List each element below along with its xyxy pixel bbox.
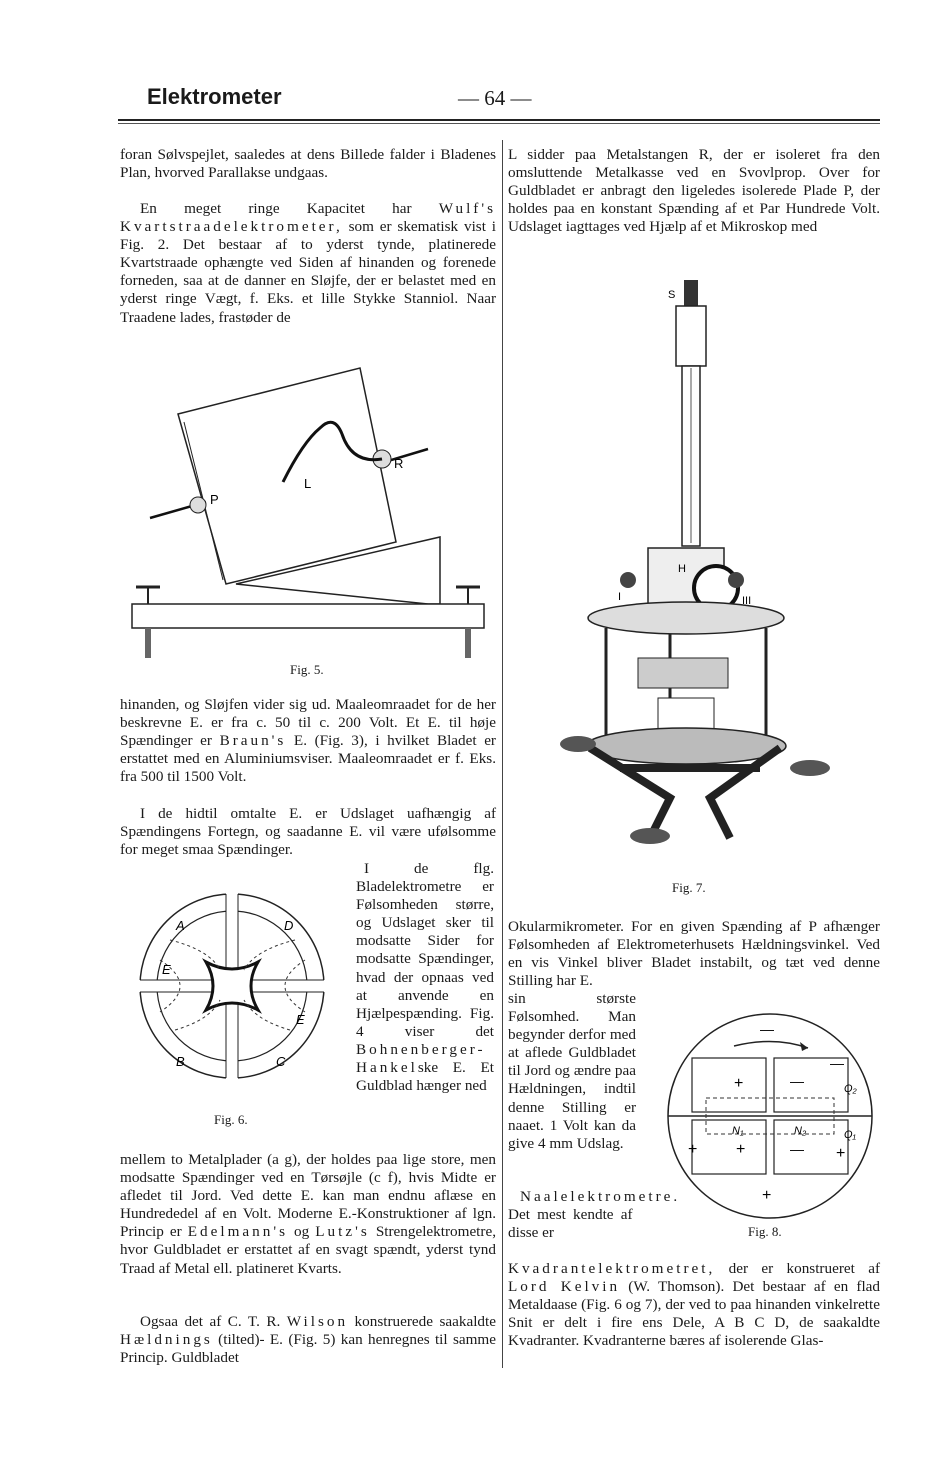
left-paragraph-4 <box>120 805 496 859</box>
paragraph-text: sin største Følsomhed. Man begynder derfor med at aflede Guldbladet til Jord og ændre paa Hældningen, indtil denne Stilling er naaet. 1 Volt kan da give 4 mm Udslag. <box>508 990 636 1152</box>
fig8-arrow <box>734 1041 808 1048</box>
fig5-base <box>132 604 484 628</box>
spaced-name: Lord Kelvin <box>508 1278 621 1296</box>
fig7-top-plate <box>588 602 784 634</box>
spaced-name: Wilson <box>286 1313 349 1330</box>
spaced-name: Wulf's Kvartstraadelektrometer, <box>120 200 496 236</box>
fig6-label-a: A <box>176 918 185 933</box>
figure-6-caption: Fig. 6. <box>214 1112 248 1127</box>
fig6-label-c: C <box>276 1054 286 1069</box>
figure-5-tilted-electrometer <box>128 362 500 662</box>
left-paragraph-1 <box>120 146 496 182</box>
right-paragraph-4 <box>508 1260 880 1350</box>
right-paragraph-4-side <box>508 1188 681 1242</box>
text-span: I de flg. Bladelektrometre er Følsomheden større, og Udslaget sker til modsatte Sider for modsatte Spændinger, hvad der opnaas ved at anvende en Hjælpespænding. Fig. 4 viser det <box>356 860 494 1040</box>
left-paragraph-6 <box>120 1313 496 1367</box>
fig8-label-minus1: — <box>790 1073 804 1089</box>
fig5-label-p: P <box>210 492 219 507</box>
text-span: Det mest kendte af disse er <box>508 1206 633 1242</box>
spaced-name: Bohnenberger-Hankel <box>356 1040 486 1077</box>
fig7-tube-top <box>676 306 706 366</box>
text-span: der er konstrueret af <box>715 1260 880 1277</box>
figure-6-quadrant-electrometer <box>120 890 352 1120</box>
spaced-name: Kvadrantelektrometret, <box>508 1260 716 1277</box>
fig7-plate-assembly <box>638 658 728 688</box>
figure-7-tilted-electrometer-apparatus <box>560 278 860 878</box>
text-span: En meget ringe Kapacitet har <box>140 200 439 217</box>
text-span: konstruerede saakaldte <box>348 1313 496 1330</box>
spaced-name: Edelmann's <box>187 1223 288 1241</box>
fig5-label-r: R <box>394 456 404 471</box>
text-span: som er skematisk vist i Fig. 2. Det bestaar af to yderst tynde, platinerede Kvartstraade ophængte ved Siden af hinanden og forenede forneden, saa at de danner en Sløjfe, der er belastet med en yderst ringe Vægt, f. Eks. et lille Stykke Stanniol. Naar Traadene lades, frastøder de <box>120 218 496 326</box>
text-span: mellem to Metalplader (a g), der holdes paa lige store, men modsatte Spændinger ved en Tørsøjle (c f), hvis Midte er afledet til Jord. Ved dette E. kan man endnu aflæse en Hundrededel af en Volt. Moderne E.-Konstruktioner af lgn. Princip er <box>120 1151 496 1241</box>
fig6-label-e2: E <box>296 1012 305 1027</box>
fig8-label-minus-right: — <box>830 1055 844 1071</box>
paragraph-text: foran Sølvspejlet, saaledes at dens Billede falder i Bladenes Plan, hvorved Parallakse undgaas. <box>120 146 496 182</box>
right-paragraph-3-side <box>508 990 636 1153</box>
header-rule-thin <box>118 123 880 124</box>
fig7-label-h: H <box>678 563 686 575</box>
column-divider <box>502 140 503 1368</box>
fig5-foot-left <box>145 628 151 658</box>
fig8-label-minus2: — <box>790 1141 804 1157</box>
fig7-foot-right <box>790 760 830 776</box>
fig8-label-q2: Q₂ <box>844 1083 857 1095</box>
fig8-quadrant-bl <box>692 1120 766 1174</box>
fig6-needle <box>206 962 258 1010</box>
fig7-foot-front <box>630 828 670 844</box>
fig7-label-s: S <box>668 289 676 301</box>
spaced-name: Naalelektrometre. <box>520 1188 681 1205</box>
fig8-label-q1: Q₁ <box>844 1129 857 1141</box>
fig7-base-plate <box>586 728 786 764</box>
fig8-quadrant-tl <box>692 1058 766 1112</box>
fig5-label-l: L <box>304 476 312 491</box>
figure-5-caption: Fig. 5. <box>290 662 324 677</box>
fig8-label-n1: N₁ <box>732 1125 744 1137</box>
fig7-knob-right <box>728 572 744 588</box>
figure-7-caption: Fig. 7. <box>672 880 706 895</box>
text-span: E. (Fig. 3), i hvilket Bladet er erstattet med en Aluminiumsviser. Maaleomraadet er f. Eks. fra 500 til 1500 Volt. <box>120 732 496 786</box>
text-span: og <box>288 1223 316 1241</box>
fig8-label-plus1: + <box>734 1075 744 1092</box>
text-span: Strengelektrometre, hvor Guldbladet er erstattet af en svagt spændt, yderst tynd Traad af Metal ell. platineret Kvarts. <box>120 1223 496 1277</box>
fig5-insulator-p <box>190 497 206 513</box>
fig7-foot-left <box>560 736 596 752</box>
fig5-foot-right <box>465 628 471 658</box>
left-paragraph-5 <box>120 1151 496 1278</box>
left-paragraph-3 <box>120 696 496 786</box>
fig7-label-iii: III <box>742 595 752 607</box>
fig5-wedge <box>236 537 440 604</box>
left-paragraph-2 <box>120 200 496 327</box>
fig7-label-i: I <box>618 591 622 603</box>
figure-8-caption: Fig. 8. <box>748 1224 782 1239</box>
figure-8-quadrant-diagram <box>664 1008 880 1224</box>
fig8-label-plus-right: + <box>836 1145 846 1162</box>
left-paragraph-5-side <box>356 860 494 1095</box>
fig6-label-e1: E <box>162 962 171 977</box>
paragraph-text: L sidder paa Metalstangen R, der er isoleret fra den omsluttende Metalkasse ved en Svovlprop. Over for Guldbladet er anbragt den ligeledes isolerede Plade P, der holdes paa en konstant Spænding af et Par Hundrede Volt. Udslaget iagttages ved Hjælp af et Mikroskop med <box>508 146 880 236</box>
text-span: (tilted)- E. (Fig. 5) kan henregnes til samme Princip. Guldbladet <box>120 1331 496 1367</box>
fig8-label-bottom: + <box>762 1187 772 1204</box>
text-span: Ogsaa det af C. T. R. <box>140 1313 287 1330</box>
page-number: — 64 — <box>458 86 532 110</box>
spaced-name: Hældnings <box>120 1331 213 1349</box>
fig8-arrow-head <box>800 1042 808 1051</box>
fig7-top-screw <box>684 280 698 306</box>
fig8-label-plus2: + <box>736 1141 746 1158</box>
right-paragraph-2 <box>508 918 880 990</box>
fig8-label-n2: N₂ <box>794 1125 807 1137</box>
fig7-knob-left <box>620 572 636 588</box>
header-rule <box>118 119 880 121</box>
paragraph-text: I de hidtil omtalte E. er Udslaget uafhængig af Spændingens Fortegn, og saadanne E. vil være ufølsomme for meget smaa Spændinger. <box>120 805 496 859</box>
fig6-label-d: D <box>284 918 294 933</box>
page-header-title: Elektrometer <box>147 84 282 109</box>
right-paragraph-1 <box>508 146 880 236</box>
paragraph-text: Okularmikrometer. For en given Spænding af P afhænger Følsomheden af Elektrometerhusets Hældningsvinkel. Ved en vis Vinkel bliver Bladet instabilt, og tæt ved denne Stilling har E. <box>508 918 880 990</box>
fig8-label-plus-left: + <box>688 1141 698 1158</box>
fig5-leaf <box>283 422 382 482</box>
text-span: (W. Thomson). Det bestaar af en flad Metaldaase (Fig. 6 og 7), der ved to paa hinanden vinkelrette Snit er delt i fire ens Dele, A B C D, de saakaldte Kvadranter. Kvadranterne bæres af isolerende Glas- <box>508 1278 880 1350</box>
spaced-name: Lutz's <box>315 1223 370 1241</box>
text-span: ske E. Et Guldblad hænger ned <box>356 1059 494 1095</box>
fig6-label-b: B <box>176 1054 185 1069</box>
text-span: hinanden, og Sløjfen vider sig ud. Maaleomraadet for de her beskrevne E. er fra c. 50 til c. 200 Volt. Et E. til høje Spændinger er <box>120 696 496 750</box>
fig8-label-top: — <box>760 1021 774 1037</box>
spaced-name: Braun's <box>219 732 287 750</box>
